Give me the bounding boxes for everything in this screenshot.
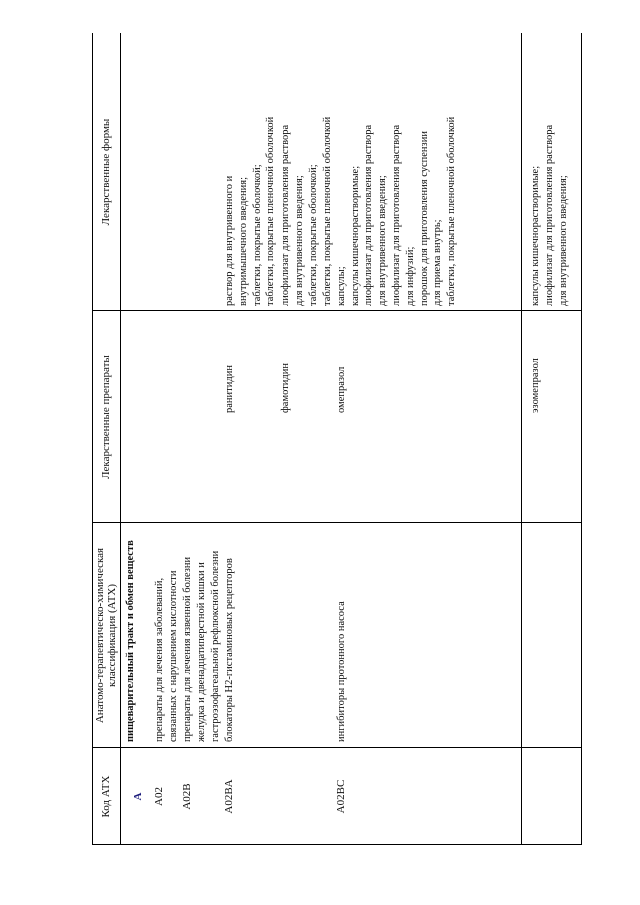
forms-omeprazole-line10: таблетки, покрытые пленочной оболочкой: [446, 116, 458, 306]
forms-esomeprazole-line2: лиофилизат для приготовления раствора: [543, 124, 555, 306]
header-drugs: Лекарственные препараты: [100, 355, 112, 479]
forms-famotidine-line2: для внутривенного введения;: [293, 175, 305, 306]
classification-a02b: [181, 551, 222, 742]
document-page: [92, 33, 582, 845]
drug-ranitidine: ранитидин: [224, 365, 235, 413]
forms-famotidine-line3: таблетки, покрытые оболочкой;: [307, 164, 319, 306]
classification-a02: [153, 571, 181, 742]
code-a02ba: A02BA: [223, 779, 235, 814]
classification-a02bc: ингибиторы протонного насоса: [336, 601, 347, 742]
classification-a02b-line1: препараты для лечения язвенной болезни: [182, 556, 193, 742]
header-code: Код АТХ: [100, 775, 112, 818]
classification-a: пищеварительный тракт и обмен веществ: [125, 540, 136, 742]
header-classification: Анатомо-терапевтическо-химическая классификация (АТХ): [94, 547, 118, 724]
forms-omeprazole-line7: для инфузий;: [404, 246, 416, 306]
column-border-drugs: [92, 310, 582, 311]
forms-ranitidine-line4: таблетки, покрытые пленочной оболочкой: [265, 116, 277, 306]
classification-a02-line2: связанных с нарушением кислотности: [167, 570, 179, 742]
forms-omeprazole-line5: для внутривенного введения;: [377, 175, 389, 306]
forms-omeprazole-line9: для приема внутрь;: [432, 219, 444, 306]
forms-esomeprazole-line3: для внутривенного введения;: [557, 175, 569, 306]
forms-ranitidine-line1: раствор для внутривенного и: [224, 175, 235, 306]
code-a02bc: A02BC: [335, 779, 347, 814]
forms-omeprazole-line8: порошок для приготовления суспензии: [418, 131, 430, 306]
forms-omeprazole-line2: капсулы;: [335, 266, 347, 306]
forms-omeprazole: [321, 117, 459, 306]
forms-ranitidine-line3: таблетки, покрытые оболочкой;: [251, 164, 263, 306]
drug-famotidine: фамотидин: [280, 362, 291, 413]
forms-omeprazole-line1: таблетки, покрытые пленочной оболочкой: [322, 116, 333, 306]
forms-omeprazole-line6: лиофилизат для приготовления раствора: [390, 124, 402, 306]
row-border-esomeprazole: [521, 33, 522, 845]
forms-omeprazole-line3: капсулы кишечнорастворимые;: [349, 165, 361, 306]
header-forms: Лекарственные формы: [100, 118, 112, 226]
forms-ranitidine: [223, 117, 278, 306]
forms-esomeprazole: [529, 125, 570, 306]
atc-table: [92, 33, 582, 845]
forms-esomeprazole-line1: капсулы кишечнорастворимые;: [530, 165, 541, 306]
classification-a02ba: блокаторы H2-гистаминовых рецепторов: [224, 558, 235, 742]
forms-ranitidine-line2: внутримышечного введения;: [237, 176, 249, 306]
table-bottom-border: [581, 33, 582, 845]
code-a: A: [132, 792, 144, 801]
forms-omeprazole-line4: лиофилизат для приготовления раствора: [363, 124, 375, 306]
code-a02b: A02B: [181, 783, 193, 810]
drug-esomeprazole: эзомепразол: [530, 358, 541, 413]
code-a02: A02: [153, 787, 165, 806]
drug-omeprazole: омепразол: [336, 366, 347, 413]
classification-a02b-line3: гастроэзофагеальной рефлюксной болезни: [209, 550, 221, 742]
column-border-classification: [92, 522, 582, 523]
forms-famotidine-line1: лиофилизат для приготовления раствора: [280, 124, 291, 306]
classification-a02-line1: препараты для лечения заболеваний,: [154, 577, 165, 742]
header-bottom-border: [120, 33, 121, 845]
forms-famotidine: [279, 125, 320, 306]
classification-a02b-line2: желудка и двенадцатиперстной кишки и: [195, 562, 207, 742]
